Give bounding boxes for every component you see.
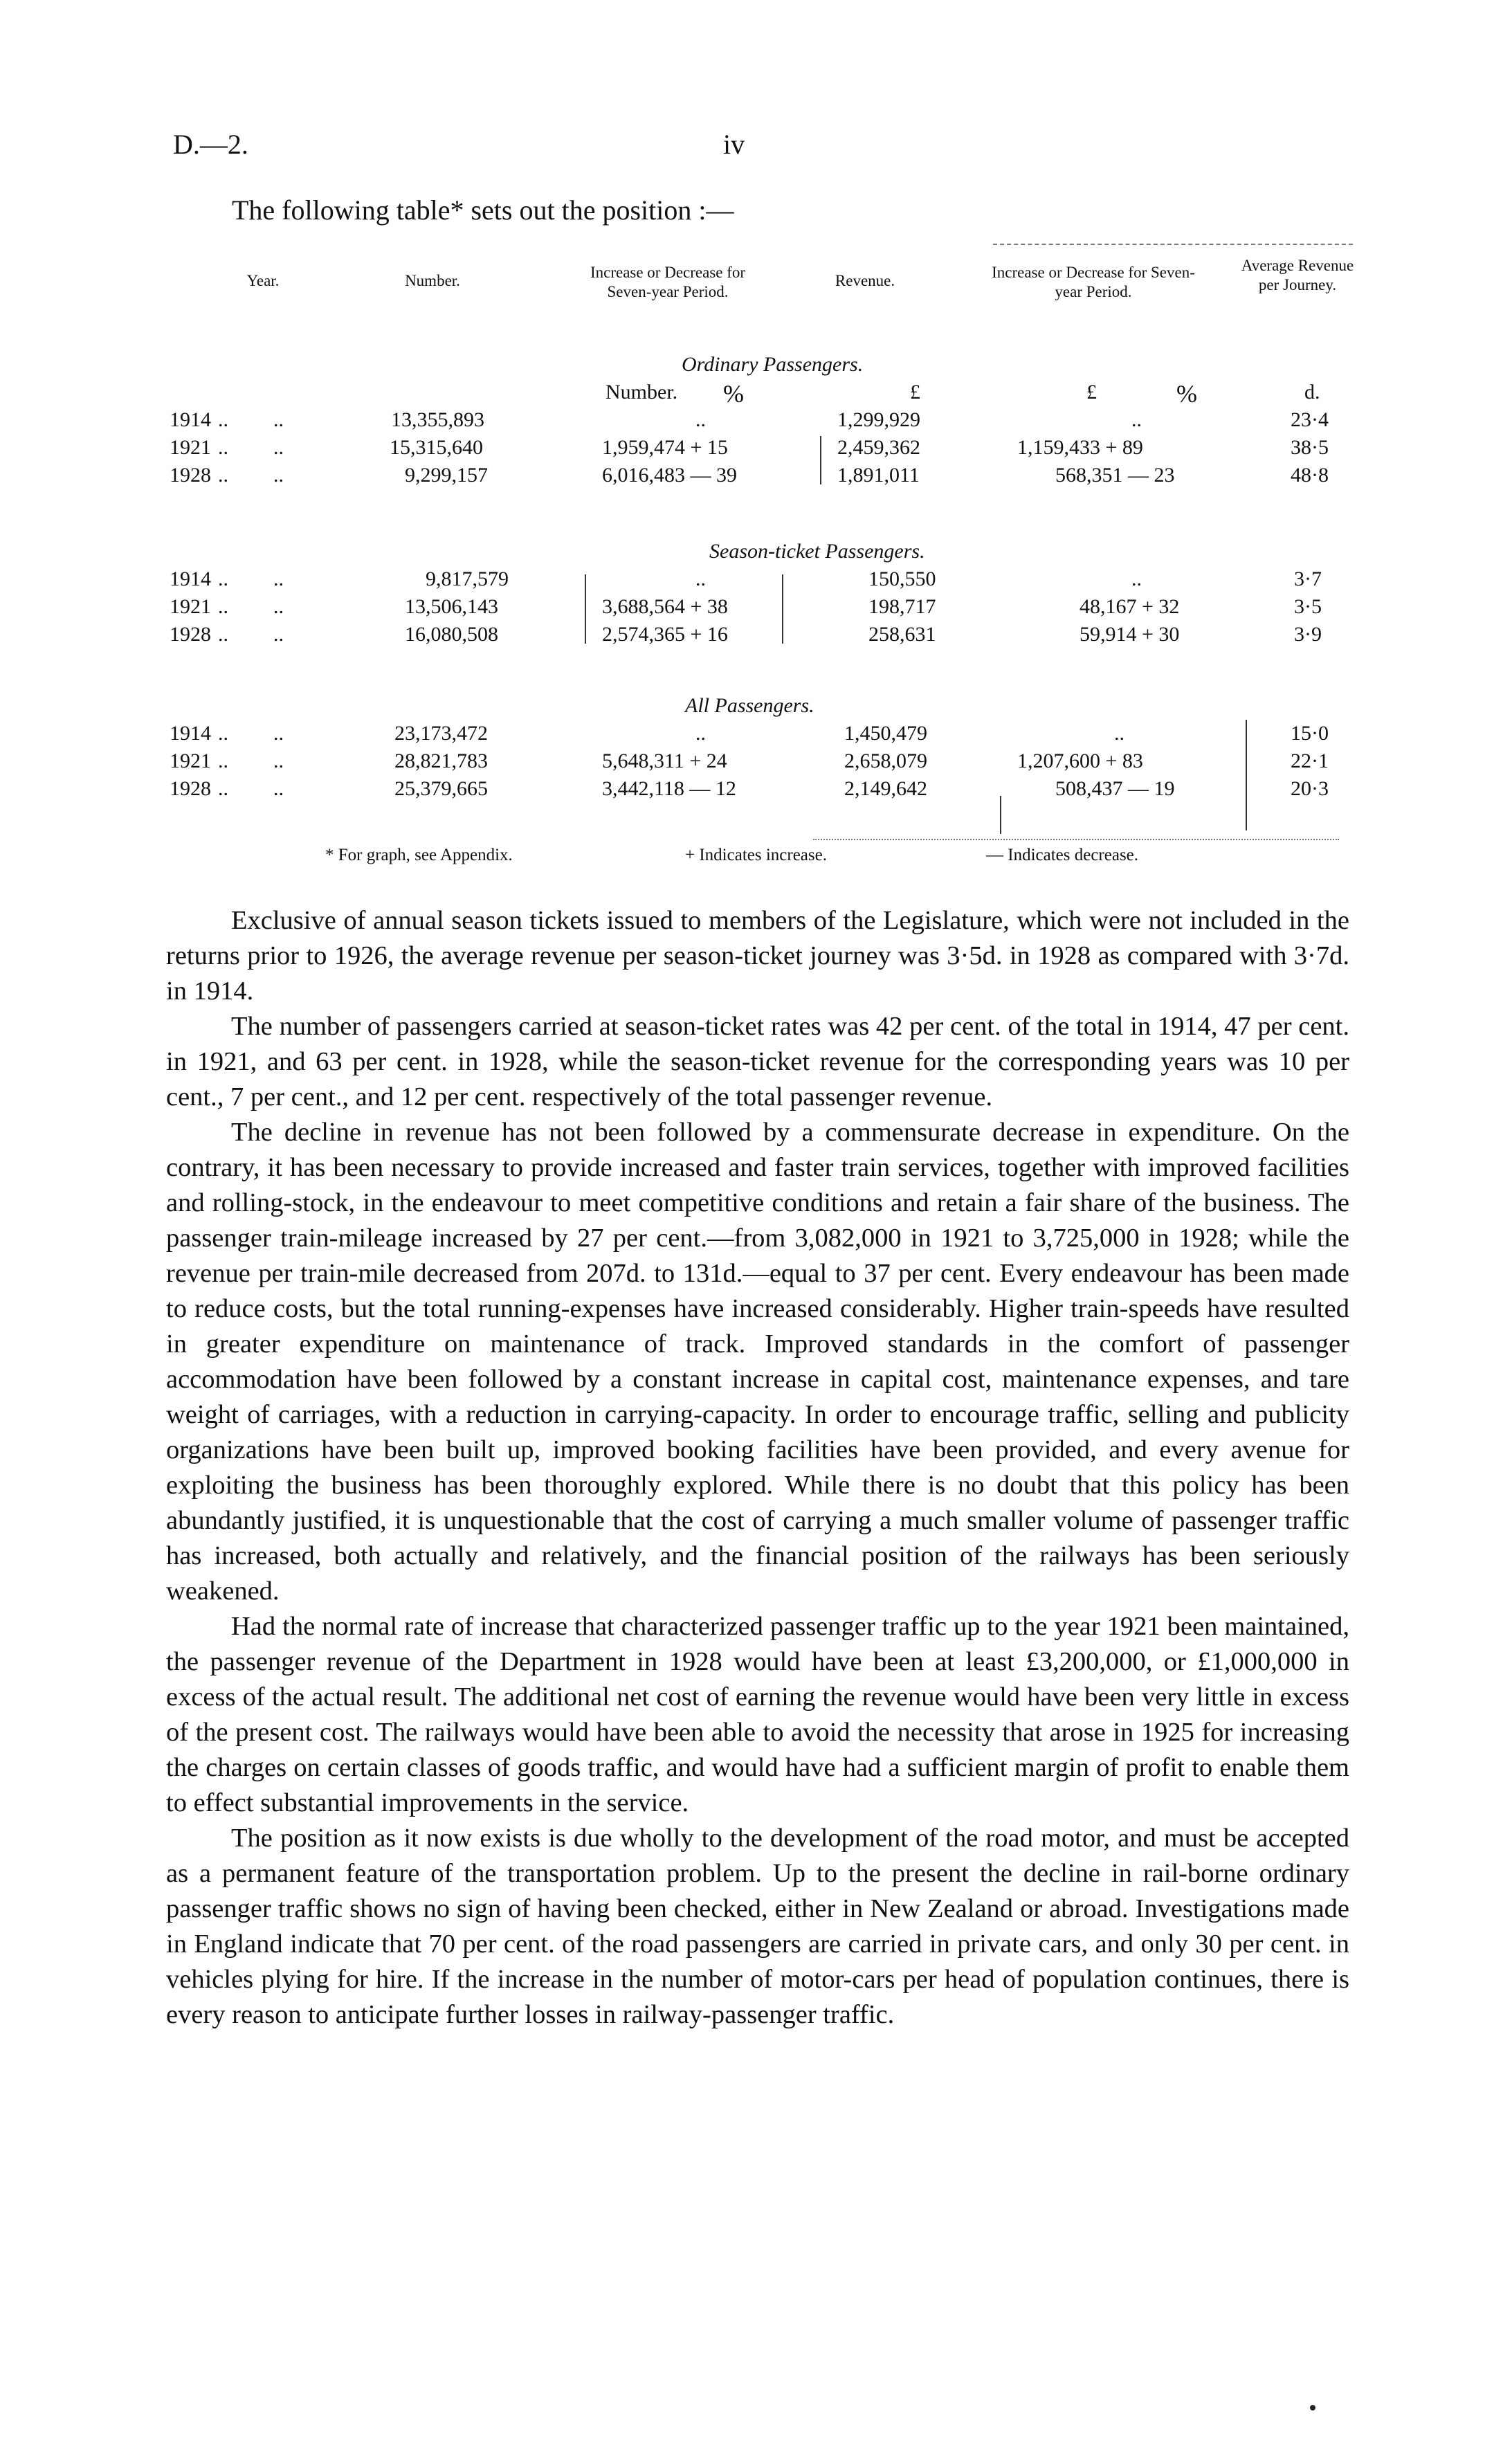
year-leader: .. (273, 623, 284, 646)
section-title-all: All Passengers. (685, 694, 814, 717)
row-number: 23,173,472 (394, 722, 488, 745)
year-leader: .. (273, 777, 284, 800)
column-rule (782, 574, 783, 644)
column-rule (1246, 720, 1247, 830)
row-number: 25,379,665 (394, 777, 488, 800)
subhead-increase-unit: £ (1086, 381, 1097, 403)
row-increase-revenue: 1,207,600 + 83 (1017, 750, 1143, 772)
row-revenue: 1,450,479 (844, 722, 927, 745)
paragraph: The decline in revenue has not been followed by a commensurate decrease in expenditure. On the contrary, it has been necessary to provide increased and faster train services, together with improved facilities and rolling-stock, in the endeavour to meet competitive conditions and retain a fair share of the business. The passenger train-mileage increased by 27 per cent.—from 3,082,000 in 1921 to 3,725,000 in 1928; while the revenue per train-mile decreased from 207d. to 131d.—equal to 37 per cent. Every endeavour has been made to reduce costs, but the total running-expenses have increased considerably. Higher train-speeds have resulted in greater expenditure on maintenance of track. Improved standards in the comfort of passenger accommodation have been followed by a constant increase in capital cost, maintenance expenses, and tare weight of carriages, with a reduction in carrying-capacity. In order to encourage traffic, selling and publicity organizations have been built up, improved booking facilities have been provided, and every avenue for exploiting the business has been thoroughly explored. While there is no doubt that this policy has been abundantly justified, it is unquestionable that the cost of carrying a much smaller volume of passenger traffic has increased, both actually and relatively, and the financial position of the railways has been seriously weakened. (166, 1118, 1349, 1606)
row-average: 3·5 (1294, 595, 1322, 618)
year-leader: .. (218, 595, 228, 618)
year-leader: .. (218, 464, 228, 487)
year-leader: .. (218, 623, 228, 646)
year-leader: .. (273, 595, 284, 618)
row-increase-revenue: .. (1131, 408, 1142, 431)
row-year: 1921 (170, 436, 211, 459)
row-year: 1921 (170, 750, 211, 772)
row-revenue: 150,550 (868, 567, 936, 590)
row-year: 1928 (170, 623, 211, 646)
row-increase-number: 5,648,311 + 24 (602, 750, 727, 772)
row-increase-revenue: 568,351 — 23 (1055, 464, 1175, 487)
row-revenue: 2,459,362 (837, 436, 920, 459)
subhead-average-unit: d. (1304, 381, 1320, 403)
row-average: 23·4 (1291, 408, 1329, 431)
page-number: iv (723, 129, 745, 160)
row-increase-revenue: 48,167 + 32 (1080, 595, 1180, 618)
row-revenue: 2,658,079 (844, 750, 927, 772)
row-increase-number: 3,442,118 — 12 (602, 777, 736, 800)
row-average: 38·5 (1291, 436, 1329, 459)
stray-mark (1310, 2405, 1315, 2410)
year-leader: .. (273, 722, 284, 745)
section-title-season-ticket: Season-ticket Passengers. (709, 540, 925, 563)
footnote-appendix: * For graph, see Appendix. (325, 846, 513, 864)
column-rule (585, 574, 586, 644)
year-leader: .. (218, 408, 228, 431)
row-revenue: 258,631 (868, 623, 936, 646)
year-leader: .. (218, 722, 228, 745)
col-header-incdec-revenue: Increase or Decrease for Seven-year Period. (992, 264, 1195, 300)
row-average: 3·9 (1294, 623, 1322, 646)
row-increase-number: .. (695, 722, 706, 745)
row-year: 1914 (170, 408, 211, 431)
row-number: 13,506,143 (405, 595, 498, 618)
column-rule (1000, 796, 1001, 834)
header-rule (993, 244, 1353, 245)
year-leader: .. (218, 750, 228, 772)
row-increase-revenue: .. (1131, 567, 1142, 590)
row-revenue: 2,149,642 (844, 777, 927, 800)
section-title-ordinary: Ordinary Passengers. (682, 353, 864, 376)
paragraph: The position as it now exists is due wholly to the development of the road motor, and must be accepted as a permanent feature of the transportation problem. Up to the present the decline in rail-borne ordinary passenger traffic shows no sign of having been checked, either in New Zealand or abroad. Investigations made in England indicate that 70 per cent. of the road passengers are carried in private cars, and only 30 per cent. in vehicles plying for hire. If the increase in the number of motor-cars per head of population continues, there is every reason to anticipate further losses in railway-passenger traffic. (166, 1824, 1349, 2029)
year-leader: .. (273, 750, 284, 772)
subhead-percent: % (723, 380, 744, 408)
row-revenue: 198,717 (868, 595, 936, 618)
row-revenue: 1,891,011 (837, 464, 920, 487)
col-header-year: Year. (246, 272, 280, 289)
row-number: 15,315,640 (390, 436, 483, 459)
subhead-revenue-unit: £ (910, 381, 920, 403)
row-year: 1921 (170, 595, 211, 618)
subhead-number: Number. (605, 381, 678, 403)
row-number: 9,299,157 (405, 464, 488, 487)
row-increase-revenue: 508,437 — 19 (1055, 777, 1175, 800)
row-number: 16,080,508 (405, 623, 498, 646)
column-rule (820, 436, 821, 484)
row-year: 1928 (170, 777, 211, 800)
row-increase-revenue: 59,914 + 30 (1080, 623, 1180, 646)
year-leader: .. (273, 436, 284, 459)
col-header-number: Number. (405, 272, 460, 289)
year-leader: .. (273, 567, 284, 590)
row-increase-number: 6,016,483 — 39 (602, 464, 737, 487)
paragraph: The number of passengers carried at season-ticket rates was 42 per cent. of the total in 1914, 47 per cent. in 1921, and 63 per cent. in 1928, while the season-ticket revenue for the corresponding years was 10 per cent., 7 per cent., and 12 per cent. respectively of the total passenger revenue. (166, 1012, 1349, 1111)
row-number: 9,817,579 (426, 567, 509, 590)
row-average: 3·7 (1294, 567, 1322, 590)
row-increase-revenue: .. (1114, 722, 1124, 745)
row-year: 1914 (170, 567, 211, 590)
passenger-table (170, 235, 1367, 858)
footnote-decrease: — Indicates decrease. (986, 846, 1139, 864)
table-intro: The following table* sets out the position :— (232, 194, 734, 226)
year-leader: .. (273, 464, 284, 487)
subhead-increase-percent: % (1176, 380, 1197, 408)
row-average: 48·8 (1291, 464, 1329, 487)
year-leader: .. (218, 567, 228, 590)
body-text (166, 903, 1349, 2033)
year-leader: .. (218, 436, 228, 459)
col-header-average: Average Revenue per Journey. (1241, 257, 1354, 293)
row-increase-number: 1,959,474 + 15 (602, 436, 728, 459)
row-year: 1914 (170, 722, 211, 745)
table-bottom-rule (813, 839, 1339, 840)
row-increase-number: 2,574,365 + 16 (602, 623, 728, 646)
row-increase-number: .. (695, 408, 706, 431)
row-year: 1928 (170, 464, 211, 487)
row-increase-revenue: 1,159,433 + 89 (1017, 436, 1143, 459)
row-number: 13,355,893 (391, 408, 484, 431)
row-increase-number: 3,688,564 + 38 (602, 595, 728, 618)
row-revenue: 1,299,929 (837, 408, 920, 431)
year-leader: .. (218, 777, 228, 800)
row-increase-number: .. (695, 567, 706, 590)
year-leader: .. (273, 408, 284, 431)
page-reference: D.—2. (173, 129, 248, 160)
row-number: 28,821,783 (394, 750, 488, 772)
footnote-increase: + Indicates increase. (685, 846, 827, 864)
col-header-incdec-number: Increase or Decrease for Seven-year Period. (590, 264, 746, 300)
row-average: 15·0 (1291, 722, 1329, 745)
paragraph: Had the normal rate of increase that characterized passenger traffic up to the year 1921 been maintained, the passenger revenue of the Department in 1928 would have been at least £3,200,000, or £1,000,000 in excess of the actual result. The additional net cost of earning the revenue would have been very little in excess of the present cost. The railways would have been able to avoid the necessity that arose in 1925 for increasing the charges on certain classes of goods traffic, and would have had a sufficient margin of profit to enable them to effect substantial improvements in the service. (166, 1612, 1349, 1817)
row-average: 20·3 (1291, 777, 1329, 800)
col-header-revenue: Revenue. (835, 272, 895, 289)
paragraph: Exclusive of annual season tickets issued to members of the Legislature, which were not included in the returns prior to 1926, the average revenue per season-ticket journey was 3·5d. in 1928 as compared with 3·7d. in 1914. (166, 906, 1349, 1006)
row-average: 22·1 (1291, 750, 1329, 772)
